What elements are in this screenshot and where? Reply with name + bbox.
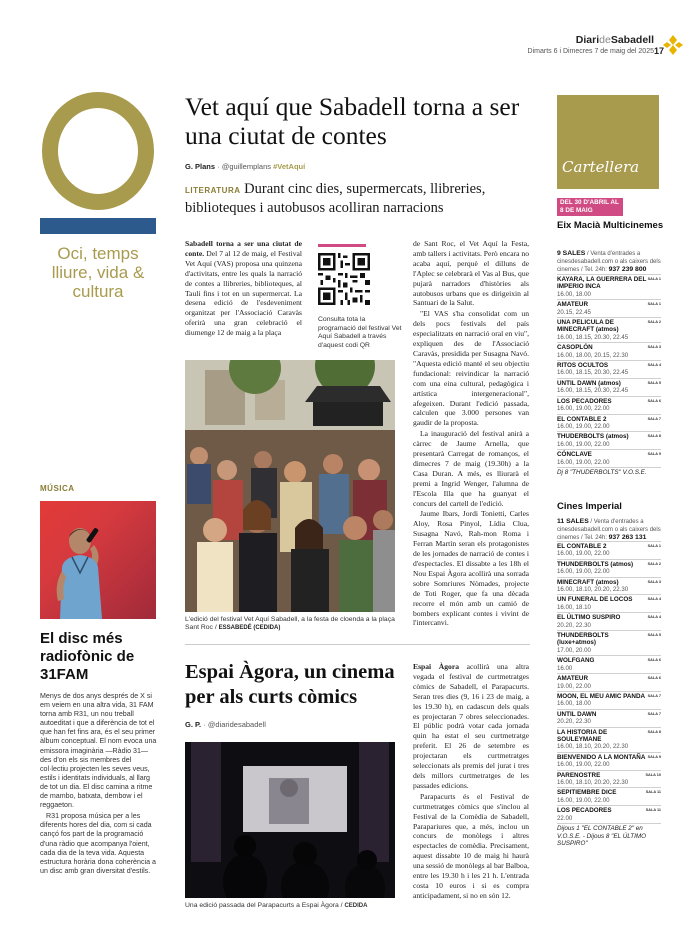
film-room: SALA 4 xyxy=(647,615,661,620)
standfirst-text: Durant cinc dies, supermercats, llibreries, biblioteques i autobusos acolliran narracions xyxy=(185,181,486,216)
film-listing xyxy=(557,787,661,805)
main-paragraph: "El VAS s'ha consolidat com un dels pocs festivals del país especialitzats en narració oral en viu", expliquen des de l'Associació Caravàs, presidida per Susagna Navó. "Aquesta edició manté el seu objectiu fundacional: reivindicar la narració com una eina cultural, pedagògica i artística intergeneracional", afegeixen. Durant l'edició passada, calculen que 3.000 persones van gaudir de la proposta. xyxy=(413,309,529,428)
caption-text: Una edició passada del Parapacurts a Espai Àgora xyxy=(185,902,339,909)
film-room: SALA 3 xyxy=(647,579,661,584)
film-listing xyxy=(557,805,661,823)
film-listing xyxy=(557,770,661,788)
main-byline xyxy=(185,162,305,171)
cinema-name: Cines Imperial xyxy=(557,501,622,512)
film-listing xyxy=(557,594,661,612)
byline-separator: · xyxy=(217,162,222,171)
main-lead: Sabadell torna a ser una ciutat de conte. xyxy=(185,239,302,258)
film-title: LA HISTORIA DE SOULEYMANE xyxy=(557,728,608,743)
film-title: EL CONTABLE 2 xyxy=(557,543,607,550)
film-times: 16.00, 19.00, 22.00 xyxy=(557,761,610,769)
film-times: 16.00, 19.00, 22.00 xyxy=(557,422,610,430)
masthead xyxy=(576,34,654,46)
film-title: AMATEUR xyxy=(557,675,589,683)
second-paragraph: Parapacurts és el Festival de curtmetratges còmics que s'inclou al Festival de la Comèdia de Sabadell, Parapariures que, a més, inclou un concurs de monòlegs i altres espectacles de comèdia. Precisament, aquest dissabte 10 de maig hi haurà una sessió de monòlegs al bar Balboa, entre les 19.30 h i les 21 h. L'entrada costa 10 euros i si es compra anticipadament, si no en són 12. xyxy=(413,791,529,900)
film-title: UNTIL DAWN (atmos) xyxy=(557,379,621,387)
film-title: EL CONTABLE 2 xyxy=(557,415,607,423)
film-room: SALA 10 xyxy=(645,772,661,777)
byline-handle[interactable]: @guillemplans xyxy=(221,162,272,171)
cinema-name: Eix Macià Multicinemes xyxy=(557,220,664,231)
qr-code-icon[interactable] xyxy=(318,253,370,305)
sidebar-paragraph: R31 proposa música per a les diferents hores del dia, com si cada cançó fos part de la programació d'una ràdio que acompanya l'oient, cada dia de la teva vida. Aquesta estructura horària dona coherència a un disc amb gran diversitat d'estils. xyxy=(40,812,156,875)
film-times: 16.00, 18.15, 20.30, 22.45 xyxy=(557,333,629,341)
main-photo-caption xyxy=(185,616,397,633)
dateline: Dimarts 6 i Dimecres 7 de maig del 2025 xyxy=(527,48,654,55)
film-room: SALA 6 xyxy=(647,676,661,681)
film-room: SALA 5 xyxy=(647,380,661,385)
masthead-brand: Diari xyxy=(575,34,600,46)
film-times: 16.00, 19.00, 22.00 xyxy=(557,568,610,576)
main-paragraph: de Sant Roc, el Vet Aquí la Festa, amb tallers i activitats. Però encara no acaba aquí, perquè el dilluns de l'Aplec se celebrarà el Vas al Bus, que pujarà narradors d'històries als autobusos urbans que es dirigeixin al Santuari de la Salut. xyxy=(413,239,529,308)
masthead-connector: de xyxy=(599,34,611,46)
film-listing xyxy=(557,612,661,630)
film-room: SALA 9 xyxy=(647,754,661,759)
caption-separator: / xyxy=(340,902,345,909)
film-room: SALA 3 xyxy=(647,345,661,350)
main-headline: Vet aquí que Sabadell torna a ser una ciutat de contes xyxy=(185,92,520,150)
film-title: LOS PECADORES xyxy=(557,807,612,815)
film-listing xyxy=(557,274,661,299)
singer-photo xyxy=(40,501,156,619)
film-title: WOLFGANG xyxy=(557,657,595,665)
film-times: 16.00, 18.10, 20.20, 22.30 xyxy=(557,743,629,751)
page-number: 17 xyxy=(653,46,664,56)
cinema-info: 9 SALES / Venta d'entrades a cinesdesabadell.com o als caixers dels cinemes / Tel. 24h: 937 239 800 xyxy=(557,250,661,273)
masthead-city: Sabadell xyxy=(610,34,654,46)
film-title: BIENVENIDO A LA MONTAÑA xyxy=(557,753,646,761)
film-title: THUNDERBOLTS (luxe+atmos) xyxy=(557,632,609,647)
film-times: 20.15, 22.45 xyxy=(557,308,591,316)
cinema-ticket-info: Venta d'entrades a cinesdesabadell.com o als caixers dels cinemes / Tel. 24h: xyxy=(557,519,661,541)
film-title: THUNDERBOLTS (atmos) xyxy=(557,560,634,568)
sabadell-shield-icon xyxy=(662,34,684,56)
film-listing xyxy=(557,414,661,432)
second-column xyxy=(413,662,529,902)
second-headline: Espai Àgora, un cinema per als curts còmics xyxy=(185,661,395,708)
crowd-illustration xyxy=(185,360,395,612)
film-times: 16.00 xyxy=(557,664,573,672)
cinema-room-count: 9 SALES xyxy=(557,250,586,257)
film-room: SALA 11 xyxy=(645,808,661,813)
cartellera-title: Cartellera xyxy=(562,158,640,176)
cinema-room-count: 11 SALES xyxy=(557,518,589,525)
film-listing xyxy=(557,317,661,342)
film-times: 16.00, 18.15, 20.30, 22.45 xyxy=(557,369,629,377)
film-times: 20.20, 22.30 xyxy=(557,621,591,629)
caption-text: L'edició del festival Vet Aquí Sabadell, a la festa de cloenda a la plaça Sant Roc xyxy=(185,616,395,632)
film-listing xyxy=(557,577,661,595)
film-list xyxy=(557,274,661,477)
photo-credit: ESSABEDÉ (CEDIDA) xyxy=(218,625,281,632)
film-room: SALA 8 xyxy=(647,434,661,439)
film-room: SALA 7 xyxy=(647,711,661,716)
film-room: SALA 1 xyxy=(647,277,661,281)
main-body-text: Del 7 al 12 de maig, el Festival Vet Aquí (VAS) proposa una quinzena d'activitats, entre les quals la narració de contes a llibreries, biblioteques, al Tauli fins i tot en un supermercat. La desena edició de l'esdeveniment organitzat per l'Associació Caravàs oferirà una gran celebració el diumenge 12 de maig a la plaça xyxy=(185,248,302,338)
film-times: 22.00 xyxy=(557,814,573,822)
film-listing xyxy=(557,655,661,673)
festival-crowd-photo xyxy=(185,360,395,612)
film-times: 16.00, 19.00, 22.00 xyxy=(557,458,610,466)
film-room: SALA 11 xyxy=(645,790,661,795)
film-listing xyxy=(557,727,661,752)
film-room: SALA 2 xyxy=(647,561,661,566)
cinema-note: Dijous 1 "EL CONTABLE 2" en V.O.S.E. - Dijous 8 "EL ÚLTIMO SUSPIRO" xyxy=(557,823,661,848)
film-title: RITOS OCULTOS xyxy=(557,362,609,370)
film-listing xyxy=(557,396,661,414)
film-title: PARENOSTRE xyxy=(557,771,601,779)
film-listing xyxy=(557,559,661,577)
film-title: SEPITIEMBRE DICE xyxy=(557,789,617,797)
cinema-phone[interactable]: 937 263 131 xyxy=(608,534,647,541)
sidebar-kicker: MÚSICA xyxy=(40,484,75,493)
film-title: THUDERBOLTS (atmos) xyxy=(557,433,629,441)
sidebar-body xyxy=(40,692,158,878)
film-times: 19.00, 22.00 xyxy=(557,682,591,690)
film-room: SALA 9 xyxy=(647,452,661,457)
film-times: 16.00, 19.00, 22.00 xyxy=(557,550,610,558)
film-listing xyxy=(557,673,661,691)
film-title: CÓNCLAVE xyxy=(557,451,592,459)
sidebar-headline: El disc més radiofònic de 31FAM xyxy=(40,630,135,683)
film-times: 16.00, 18.00 xyxy=(557,290,591,298)
second-byline xyxy=(185,720,266,729)
cinema-screening-photo xyxy=(185,742,395,898)
second-paragraph xyxy=(413,662,529,791)
film-listing xyxy=(557,630,661,655)
film-times: 16.00, 19.00, 22.00 xyxy=(557,796,610,804)
film-room: SALA 2 xyxy=(647,320,661,325)
qr-rule xyxy=(318,244,366,247)
screening-illustration xyxy=(185,742,395,898)
section-bar xyxy=(40,218,156,234)
film-listing xyxy=(557,360,661,378)
film-room: SALA 7 xyxy=(647,416,661,421)
film-title: UNA PELICULA DE MINECRAFT (atmos) xyxy=(557,319,619,334)
cinema-phone[interactable]: 937 239 800 xyxy=(608,266,647,273)
film-times: 17.00, 20.00 xyxy=(557,646,591,654)
main-paragraph xyxy=(185,239,302,338)
film-times: 16.00, 19.00, 22.00 xyxy=(557,440,610,448)
film-title: EL ÚLTIMO SUSPIRO xyxy=(557,614,621,622)
section-letter-o xyxy=(42,92,154,210)
film-listing xyxy=(557,299,661,317)
film-title: MOON, EL MEU AMIC PANDA xyxy=(557,692,646,700)
film-listing xyxy=(557,709,661,727)
second-body-text: acollirà una altra vegada el festival de curtmetratges còmics de Sabadell, el Parapacurts. Seran tres dies (9, 16 i 23 de maig, a les 19.30 h), en cadascun dels quals es projectaran 7 obres seleccionades. El públic podrà votar cada jornada quin ha estat el seu curtmetratge preferit. El 26 de setembre es projectaran els curtmetratges seleccionats als premis del jurat i tres dels millors curtmetratges de les passades edicions. xyxy=(413,662,529,790)
film-times: 16.00, 18.15, 20.30, 22.45 xyxy=(557,387,629,395)
film-times: 16.00, 18.00, 20.15, 22.30 xyxy=(557,351,629,359)
film-title: KAYARA, LA GUERRERA DEL IMPERIO INCA xyxy=(557,276,647,291)
film-title: MINECRAFT (atmos) xyxy=(557,578,619,586)
film-title: CASOPLÓN xyxy=(557,344,593,352)
byline-author: G. Plans xyxy=(185,162,216,171)
film-room: SALA 8 xyxy=(647,729,661,734)
film-title: UN FUNERAL DE LOCOS xyxy=(557,596,633,604)
film-times: 16.00, 18.10, 20.20, 22.30 xyxy=(557,778,629,786)
film-listing xyxy=(557,541,661,559)
film-times: 16.00, 18.10 xyxy=(557,603,591,611)
film-room: SALA 4 xyxy=(647,597,661,602)
film-times: 16.00, 18.00 xyxy=(557,700,591,708)
film-room: SALA 1 xyxy=(647,544,661,548)
second-photo-caption xyxy=(185,902,397,910)
section-title: Oci, temps lliure, vida & cultura xyxy=(51,244,145,301)
sidebar-paragraph: Menys de dos anys després de X si em veiem en una altra vida, 31 FAM torna amb R31, un nou treball autoeditat i que a diferència de tot el que han fet fins ara, és el seu primer àlbum conceptual. El nom evoca una emissora imaginària —Ràdio 31— des d'on els sis membres del col·lectiu projecten les seves veus, estils i identitats individuals, al llarg de tot un dia. El disc camina a ritme de mambo, batxata, dembow i el reggaeton. xyxy=(40,692,157,810)
caption-separator: / xyxy=(214,624,219,632)
byline-author: G. P. xyxy=(185,720,202,729)
qr-box xyxy=(318,244,402,350)
byline-handle[interactable]: @diaridesabadell xyxy=(207,720,266,729)
film-room: SALA 4 xyxy=(647,363,661,368)
cinema-ticket-info: Venta d'entrades a cinesdesabadell.com o als caixers dels cinemes / Tel. 24h: xyxy=(557,251,661,273)
cartellera-dates: DEL 30 D'ABRIL AL 8 DE MAIG xyxy=(557,198,623,216)
film-room: SALA 7 xyxy=(647,693,661,698)
film-room: SALA 6 xyxy=(647,658,661,663)
main-column-3 xyxy=(413,239,529,629)
singer-figure xyxy=(50,515,118,619)
film-title: UNTIL DAWN xyxy=(557,710,597,718)
film-times: 16.00, 18.10, 20.20, 22.30 xyxy=(557,586,629,594)
film-listing xyxy=(557,431,661,449)
film-listing xyxy=(557,752,661,770)
film-room: SALA 1 xyxy=(647,302,661,307)
main-paragraph: Jaume Ibars, Jordi Tonietti, Carles Aloy, Rosa Pinyol, Lídia Clua, Susagna Navó, Rah-mon Roma i Ferran Martín seran els protagonistes de les jornades de narració de contes i d'espectacles. El dissabte a les 18h el Nou Espai Àgora acollirà una sorrada sobre Somriures Nòmades, projecte de Toti Roger, que fa una dècada recorre el món amb un camió de bombers explicant contes i vivint de l'intercanvi. xyxy=(413,509,529,628)
main-kicker: LITERATURA xyxy=(185,186,241,195)
film-room: SALA 6 xyxy=(647,398,661,403)
film-list xyxy=(557,541,661,848)
byline-separator: · xyxy=(203,720,208,729)
story-divider xyxy=(185,644,530,645)
cinema-info: 11 SALES / Venta d'entrades a cinesdesabadell.com o als caixers dels cinemes / Tel. 24h: 937 263 131 xyxy=(557,518,661,541)
cinema-note: Dj 8 "THUDERBOLTS" V.O.S.E. xyxy=(557,467,661,477)
film-title: AMATEUR xyxy=(557,301,589,309)
film-title: LOS PECADORES xyxy=(557,397,612,405)
film-listing xyxy=(557,378,661,396)
photo-credit: CEDIDA xyxy=(344,903,368,909)
main-paragraph: La inauguració del festival anirà a càrrec de Jaume Arnella, que presentarà Carregat de romanços, el dimecres 7 de maig (19.30h) a la Casa Duran. A més, es lliurarà el premi a Ingrid Wenger, l'alumna de l'Escola Illa que ha guanyat el concurs del cartell de l'edició. xyxy=(413,429,529,508)
byline-hashtag[interactable]: #VetAquí xyxy=(273,162,306,171)
main-standfirst xyxy=(185,181,545,217)
second-lead: Espai Àgora xyxy=(413,662,459,671)
film-times: 20.20, 22.30 xyxy=(557,718,591,726)
film-listing xyxy=(557,449,661,467)
film-listing xyxy=(557,691,661,709)
main-column-1 xyxy=(185,239,302,339)
film-times: 16.00, 19.00, 22.00 xyxy=(557,405,610,413)
film-listing xyxy=(557,342,661,360)
qr-caption: Consulta tota la programació del festival Vet Aquí Sabadell a través d'aquest codi QR xyxy=(318,316,402,349)
film-room: SALA 5 xyxy=(647,633,661,638)
